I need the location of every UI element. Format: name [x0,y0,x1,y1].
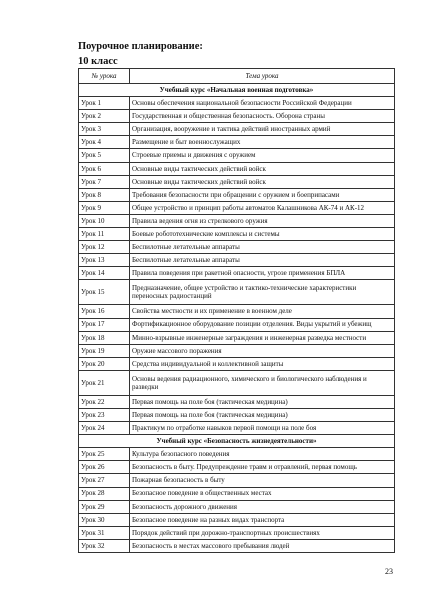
lesson-number: Урок 28 [79,487,130,500]
table-row [79,357,395,370]
lesson-number: Урок 27 [79,474,130,487]
table-row [79,344,395,357]
lesson-number: Урок 31 [79,526,130,539]
table-row [79,487,395,500]
section-title: Учебный курс «Начальная военная подготовка» [79,84,395,97]
table-row [79,175,395,188]
table-row [79,228,395,241]
lesson-topic: Безопасность дорожного движения [130,500,395,513]
table-row [79,188,395,201]
table-row [79,461,395,474]
lesson-number: Урок 2 [79,110,130,123]
grade-heading: 10 класс [78,56,118,67]
table-row [79,422,395,435]
table-row [79,500,395,513]
table-row [79,267,395,280]
page-number: 23 [385,567,393,576]
table-row [79,395,395,408]
table-row [79,370,395,395]
table-row [79,97,395,110]
table-row [79,136,395,149]
lesson-topic: Безопасность в быту. Предупреждение травм и отравлений, первая помощь [130,461,395,474]
lesson-number: Урок 29 [79,500,130,513]
section-header-row [79,84,395,97]
lesson-number: Урок 19 [79,344,130,357]
lesson-topic: Свойства местности и их применение в военном деле [130,305,395,318]
table-row [79,149,395,162]
lesson-number: Урок 16 [79,305,130,318]
lesson-number: Урок 7 [79,175,130,188]
lesson-topic: Практикум по отработке навыков первой помощи на поле боя [130,422,395,435]
lesson-topic: Пожарная безопасность в быту [130,474,395,487]
lesson-number: Урок 32 [79,539,130,552]
lesson-topic: Боевые робототехнические комплексы и системы [130,228,395,241]
lesson-topic: Первая помощь на поле боя (тактическая медицина) [130,395,395,408]
table-row [79,318,395,331]
lesson-number: Урок 9 [79,201,130,214]
lesson-topic: Оружие массового поражения [130,344,395,357]
lesson-topic: Основные виды тактических действий войск [130,175,395,188]
lesson-topic: Беспилотные летательные аппараты [130,254,395,267]
lesson-topic: Порядок действий при дорожно-транспортных происшествиях [130,526,395,539]
lesson-number: Урок 22 [79,395,130,408]
lesson-topic: Размещение и быт военнослужащих [130,136,395,149]
lesson-topic: Безопасное поведение на разных видах транспорта [130,513,395,526]
lesson-topic: Первая помощь на поле боя (тактическая медицина) [130,408,395,421]
table-row [79,305,395,318]
planning-heading: Поурочное планирование: [78,41,203,52]
lesson-topic: Минно-взрывные инженерные заграждения и инженерная разведка местности [130,331,395,344]
lesson-number: Урок 1 [79,97,130,110]
lesson-number-header: № урока [79,69,130,84]
lesson-topic: Организация, вооружение и тактика действий иностранных армий [130,123,395,136]
lesson-topic: Основы обеспечения национальной безопасности Российской Федерации [130,97,395,110]
lesson-topic: Культура безопасного поведения [130,448,395,461]
lesson-number: Урок 11 [79,228,130,241]
lesson-topic: Общее устройство и принцип работы автоматов Калашникова АК-74 и АК-12 [130,201,395,214]
lesson-number: Урок 14 [79,267,130,280]
lesson-number: Урок 25 [79,448,130,461]
table-row [79,474,395,487]
table-row [79,513,395,526]
table-row [79,110,395,123]
lesson-number: Урок 24 [79,422,130,435]
lesson-topic-header: Тема урока [130,69,395,84]
lesson-topic: Беспилотные летательные аппараты [130,241,395,254]
table-row [79,526,395,539]
table-row [79,448,395,461]
lesson-number: Урок 26 [79,461,130,474]
lesson-number: Урок 5 [79,149,130,162]
lesson-plan-table [78,68,395,553]
table-header-row [79,69,395,84]
section-header-row [79,435,395,448]
lesson-topic: Правила ведения огня из стрелкового оружия [130,214,395,227]
lesson-number: Урок 17 [79,318,130,331]
lesson-number: Урок 23 [79,408,130,421]
lesson-topic: Безопасность в местах массового пребывания людей [130,539,395,552]
lesson-number: Урок 12 [79,241,130,254]
lesson-number: Урок 30 [79,513,130,526]
lesson-topic: Средства индивидуальной и коллективной защиты [130,357,395,370]
lesson-topic: Предназначение, общее устройство и тактико-технические характеристики переносных радиостанций [130,280,395,305]
section-title: Учебный курс «Безопасность жизнедеятельности» [79,435,395,448]
table-row [79,214,395,227]
lesson-topic: Фортификационное оборудование позиции отделения. Виды укрытий и убежищ [130,318,395,331]
table-row [79,123,395,136]
lesson-number: Урок 10 [79,214,130,227]
table-row [79,331,395,344]
lesson-number: Урок 3 [79,123,130,136]
table-body [79,84,395,553]
lesson-topic: Основы ведения радиационного, химического и биологического наблюдения и разведки [130,370,395,395]
lesson-topic: Требования безопасности при обращении с оружием и боеприпасами [130,188,395,201]
lesson-topic: Основные виды тактических действий войск [130,162,395,175]
lesson-number: Урок 20 [79,357,130,370]
lesson-topic: Правила поведения при ракетной опасности, угрозе применения БПЛА [130,267,395,280]
table-row [79,254,395,267]
table-row [79,408,395,421]
lesson-topic: Государственная и общественная безопасность. Оборона страны [130,110,395,123]
lesson-topic: Безопасное поведение в общественных местах [130,487,395,500]
lesson-number: Урок 21 [79,370,130,395]
lesson-number: Урок 18 [79,331,130,344]
table-row [79,162,395,175]
table-row [79,539,395,552]
table-row [79,241,395,254]
lesson-number: Урок 4 [79,136,130,149]
lesson-number: Урок 15 [79,280,130,305]
lesson-topic: Строевые приемы и движения с оружием [130,149,395,162]
lesson-number: Урок 6 [79,162,130,175]
table-row [79,201,395,214]
lesson-number: Урок 13 [79,254,130,267]
lesson-number: Урок 8 [79,188,130,201]
table-row [79,280,395,305]
